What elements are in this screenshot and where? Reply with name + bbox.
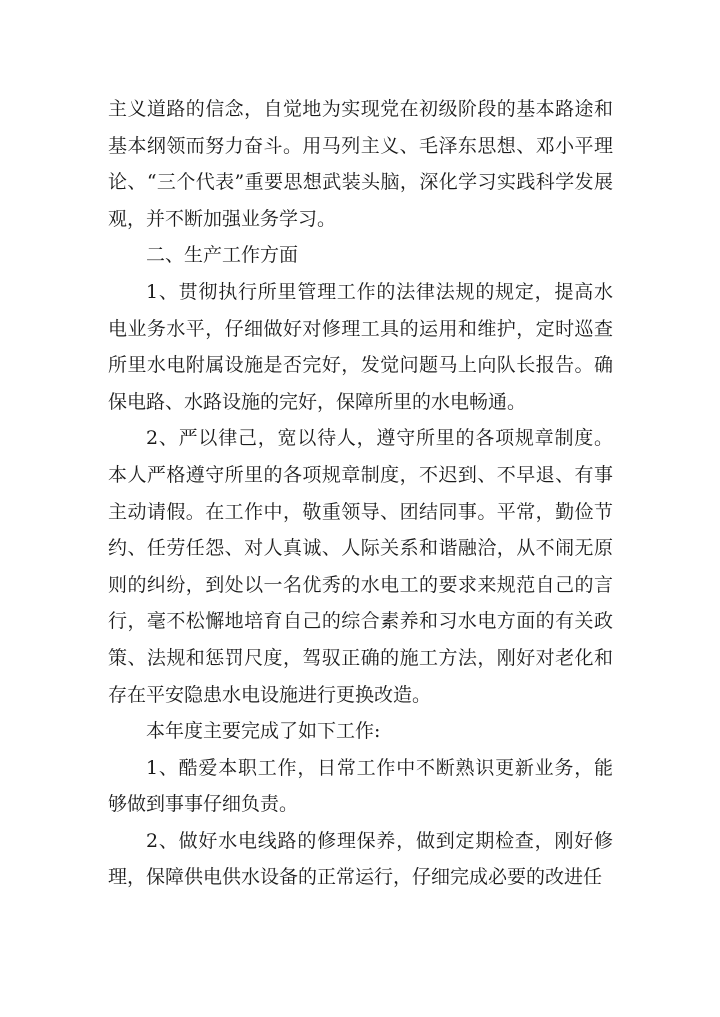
- paragraph-work-item-2: 2、做好水电线路的修理保养，做到定期检查，刚好修理，保障供电供水设备的正常运行，仔细完成必要的改进任: [108, 829, 613, 889]
- paragraph-item-2-discipline: 2、严以律己，宽以待人，遵守所里的各项规章制度。本人严格遵守所里的各项规章制度，不迟到、不早退、有事主动请假。在工作中，敬重领导、团结同事。平常，勤俭节约、任劳任怨、对人真诚、人际关系和谐融洽，从不闹无原则的纠纷，到处以一名优秀的水电工的要求来规范自己的言行，毫不松懈地培育自己的综合素养和习水电方面的有关政策、法规和惩罚尺度，驾驭正确的施工方法，刚好对老化和存在平安隐患水电设施进行更换改造。: [108, 427, 613, 706]
- section-heading-production-work: 二、生产工作方面: [146, 244, 299, 267]
- paragraph-annual-summary-intro: 本年度主要完成了如下工作:: [146, 720, 381, 743]
- paragraph-political-study: 主义道路的信念，自觉地为实现党在初级阶段的基本路途和基本纲领而努力奋斗。用马列主义、毛泽东思想、邓小平理论、“三个代表”重要思想武装头脑，深化学习实践科学发展观，并不断加强业务学习。: [108, 98, 613, 230]
- document-body: [108, 91, 613, 896]
- paragraph-item-1-regulations: 1、贯彻执行所里管理工作的法律法规的规定，提高水电业务水平，仔细做好对修理工具的运用和维护，定时巡查所里水电附属设施是否完好，发觉问题马上向队长报告。确保电路、水路设施的完好，保障所里的水电畅通。: [108, 280, 613, 413]
- paragraph-work-item-1: 1、酷爱本职工作，日常工作中不断熟识更新业务，能够做到事事仔细负责。: [108, 756, 613, 816]
